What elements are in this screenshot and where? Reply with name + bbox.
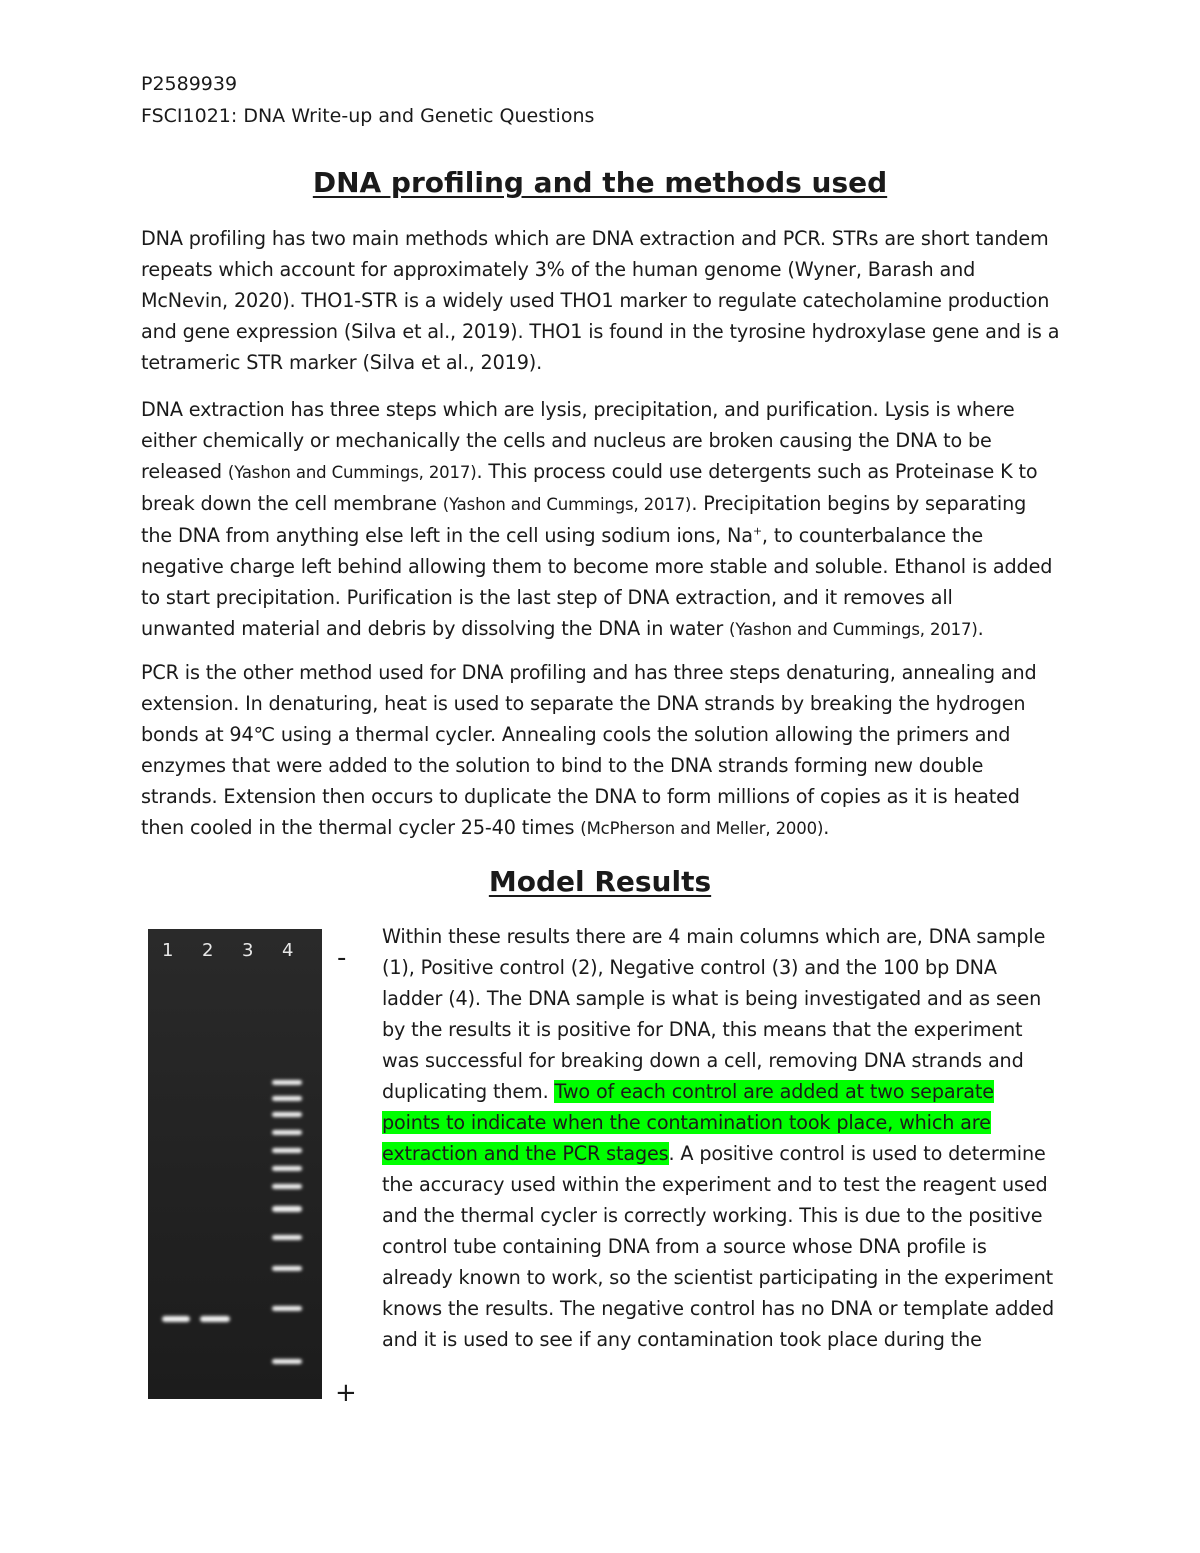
ladder-band — [272, 1206, 302, 1212]
text-line: the DNA from anything else left in the cell using sodium ions, Na+, to counterbalance the — [141, 524, 983, 547]
paragraph-pcr — [141, 657, 1071, 844]
text-line: unwanted material and debris by dissolving the DNA in water (Yashon and Cummings, 2017). — [141, 617, 984, 640]
lane-label-4: 4 — [282, 940, 294, 961]
ladder-band — [272, 1096, 302, 1101]
text-line: repeats which account for approximately 3% of the human genome (Wyner, Barash and — [141, 258, 976, 281]
highlighted-text: points to indicate when the contamination took place, which are — [382, 1111, 991, 1134]
negative-pole-label: - — [337, 943, 347, 973]
text-line: enzymes that were added to the solution to bind to the DNA strands forming new double — [141, 754, 984, 777]
gel-electrophoresis-image — [148, 929, 322, 1399]
text-line: Within these results there are 4 main columns which are, DNA sample — [382, 925, 1046, 948]
ladder-band — [272, 1148, 302, 1153]
text-line: and gene expression (Silva et al., 2019). THO1 is found in the tyrosine hydroxylase gene and is a — [141, 320, 1060, 343]
text-line: and it is used to see if any contamination took place during the — [382, 1328, 982, 1351]
text-line: DNA extraction has three steps which are lysis, precipitation, and purification. Lysis is where — [141, 398, 1015, 421]
ladder-band — [272, 1266, 302, 1271]
ladder-band — [272, 1235, 302, 1240]
ladder-band — [272, 1306, 302, 1311]
text-line: (1), Positive control (2), Negative control (3) and the 100 bp DNA — [382, 956, 997, 979]
text-line: extraction and the PCR stages. A positive control is used to determine — [382, 1142, 1046, 1165]
student-id: P2589939 — [141, 73, 238, 95]
paragraph-dna-extraction — [141, 394, 1071, 645]
ladder-band — [272, 1184, 302, 1189]
text-line: by the results it is positive for DNA, this means that the experiment — [382, 1018, 1023, 1041]
text-line: tetrameric STR marker (Silva et al., 2019). — [141, 351, 543, 374]
text-line: duplicating them. Two of each control are added at two separate — [382, 1080, 994, 1103]
text-line: to start precipitation. Purification is the last step of DNA extraction, and it removes all — [141, 586, 953, 609]
band-sample — [162, 1316, 190, 1322]
text-line: already known to work, so the scientist participating in the experiment — [382, 1266, 1053, 1289]
text-line: was successful for breaking down a cell, removing DNA strands and — [382, 1049, 1024, 1072]
ladder-band — [272, 1080, 302, 1085]
band-positive-control — [200, 1316, 230, 1322]
text-line: the accuracy used within the experiment and to test the reagent used — [382, 1173, 1048, 1196]
text-line: bonds at 94℃ using a thermal cycler. Annealing cools the solution allowing the primers and — [141, 723, 1011, 746]
text-line: negative charge left behind allowing them to become more stable and soluble. Ethanol is added — [141, 555, 1053, 578]
highlighted-text: Two of each control are added at two separate — [554, 1080, 994, 1103]
text-line: break down the cell membrane (Yashon and Cummings, 2017). Precipitation begins by separating — [141, 492, 1027, 515]
highlighted-text: extraction and the PCR stages — [382, 1142, 669, 1165]
paragraph-model-results — [382, 921, 1072, 1355]
text-line — [382, 1107, 1072, 1138]
text-line: DNA profiling has two main methods which are DNA extraction and PCR. STRs are short tandem — [141, 227, 1049, 250]
section-heading-dna-profiling: DNA profiling and the methods used — [312, 166, 888, 199]
text-line: and the thermal cycler is correctly working. This is due to the positive — [382, 1204, 1043, 1227]
citation: (McPherson and Meller, 2000) — [580, 819, 824, 838]
ladder-band — [272, 1359, 302, 1364]
section-heading-model-results: Model Results — [488, 865, 712, 898]
text-line: control tube containing DNA from a source whose DNA profile is — [382, 1235, 987, 1258]
superscript: + — [752, 524, 762, 538]
ladder-band — [272, 1166, 302, 1171]
lane-label-1: 1 — [162, 940, 174, 961]
citation: (Yashon and Cummings, 2017) — [442, 495, 692, 514]
text-line: then cooled in the thermal cycler 25-40 times (McPherson and Meller, 2000). — [141, 816, 830, 839]
text-line: extension. In denaturing, heat is used to separate the DNA strands by breaking the hydrogen — [141, 692, 1026, 715]
text-line: strands. Extension then occurs to duplicate the DNA to form millions of copies as it is heated — [141, 785, 1020, 808]
citation: (Yashon and Cummings, 2017) — [227, 463, 477, 482]
ladder-band — [272, 1112, 302, 1117]
text-line: McNevin, 2020). THO1-STR is a widely used THO1 marker to regulate catecholamine production — [141, 289, 1050, 312]
positive-pole-label: + — [335, 1378, 357, 1408]
course-title: FSCI1021: DNA Write-up and Genetic Questions — [141, 105, 595, 127]
lane-label-3: 3 — [242, 940, 254, 961]
text-line: released (Yashon and Cummings, 2017). This process could use detergents such as Proteinase K to — [141, 460, 1038, 483]
lane-label-2: 2 — [202, 940, 214, 961]
text-line: either chemically or mechanically the cells and nucleus are broken causing the DNA to be — [141, 429, 992, 452]
text-line: ladder (4). The DNA sample is what is being investigated and as seen — [382, 987, 1042, 1010]
gel-bands — [148, 929, 322, 1399]
ladder-band — [272, 1130, 302, 1135]
text-line: PCR is the other method used for DNA profiling and has three steps denaturing, annealing and — [141, 661, 1037, 684]
paragraph-intro — [141, 223, 1071, 378]
text-line: knows the results. The negative control has no DNA or template added — [382, 1297, 1054, 1320]
citation: (Yashon and Cummings, 2017) — [729, 620, 978, 639]
